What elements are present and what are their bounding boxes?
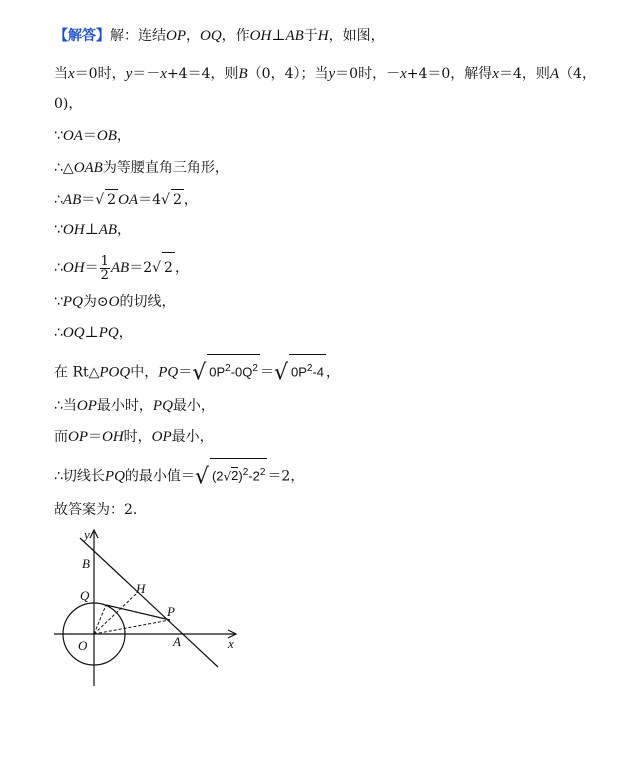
fraction bbox=[100, 255, 110, 282]
var-x: x bbox=[400, 66, 407, 82]
var-x: x bbox=[160, 66, 167, 82]
line-14 bbox=[54, 458, 304, 491]
line-7 bbox=[54, 220, 131, 240]
text: ， bbox=[174, 260, 189, 276]
text: ， bbox=[117, 222, 132, 238]
var-poq: POQ bbox=[99, 364, 131, 381]
text: 0)， bbox=[54, 96, 83, 112]
line-3 bbox=[54, 94, 82, 114]
radicand: 2 bbox=[171, 189, 184, 210]
final-answer: 故答案为：2． bbox=[54, 502, 147, 518]
sqrt: √ 2 bbox=[161, 189, 184, 210]
because-symbol: ∵ bbox=[54, 222, 63, 238]
label-y: y bbox=[84, 527, 90, 542]
because-symbol: ∵ bbox=[54, 128, 63, 144]
text: ， bbox=[118, 325, 133, 341]
text: +4＝4，则 bbox=[166, 66, 239, 82]
therefore-symbol: ∴ bbox=[54, 192, 63, 208]
text: ，作 bbox=[221, 28, 250, 44]
var-y: y bbox=[328, 66, 336, 82]
var-op: OP bbox=[76, 398, 97, 414]
text: ＝ bbox=[82, 128, 97, 144]
text: 而 bbox=[54, 429, 68, 445]
term: 0P bbox=[209, 364, 226, 380]
line-11 bbox=[54, 354, 340, 387]
text: ＝ bbox=[259, 364, 274, 381]
line-15 bbox=[54, 500, 147, 520]
var-a: A bbox=[549, 66, 560, 82]
var-oa: OA bbox=[118, 192, 139, 208]
therefore-text: ∴当 bbox=[54, 398, 77, 414]
geometry-figure bbox=[52, 526, 242, 688]
text: 于 bbox=[303, 28, 318, 44]
var-x: x bbox=[68, 66, 75, 82]
exponent: 2 bbox=[225, 363, 231, 374]
var-oh: OH bbox=[62, 260, 85, 276]
label-p: P bbox=[167, 604, 175, 619]
text: ，如图， bbox=[328, 28, 385, 44]
exponent: 2 bbox=[259, 467, 266, 478]
radicand: 2 bbox=[105, 189, 118, 210]
text: ， bbox=[186, 28, 200, 44]
therefore-symbol: ∴△ bbox=[54, 160, 74, 176]
line-4 bbox=[54, 126, 131, 146]
var-pq: PQ bbox=[158, 364, 179, 381]
text: +4＝0，解得 bbox=[406, 66, 493, 82]
exponent: 2 bbox=[306, 363, 313, 374]
term: -2 bbox=[248, 468, 260, 484]
text: （0，4）；当 bbox=[247, 66, 329, 82]
label-h: H bbox=[136, 581, 146, 596]
therefore-symbol: ∴ bbox=[54, 260, 63, 276]
line-10 bbox=[54, 323, 133, 343]
segment-oh bbox=[94, 594, 136, 634]
sqrt: √ $(2√2)^2-2^2$ bbox=[195, 458, 268, 491]
text: ＝2， bbox=[267, 468, 305, 485]
line-5 bbox=[54, 158, 229, 178]
term: -0Q bbox=[230, 364, 253, 380]
text: ＝ bbox=[88, 429, 102, 445]
sqrt: √ 2 bbox=[152, 252, 175, 283]
term: ) bbox=[238, 468, 243, 484]
var-op: OP bbox=[68, 429, 88, 445]
text: 在 Rt△ bbox=[54, 364, 100, 381]
text: 最小， bbox=[171, 429, 214, 445]
sqrt: √ 2 bbox=[95, 189, 118, 210]
text: 最小时， bbox=[96, 398, 153, 414]
expr-oh-perp-ab: OH⊥AB bbox=[249, 28, 304, 44]
text: ＝ bbox=[81, 192, 96, 208]
line-ab bbox=[80, 538, 218, 667]
var-oab: OAB bbox=[73, 160, 103, 176]
expr-oq-perp-pq: OQ⊥PQ bbox=[62, 325, 119, 341]
exponent: 2 bbox=[242, 467, 249, 478]
text: 为等腰直角三角形， bbox=[102, 160, 229, 176]
text: ＝0时， bbox=[74, 66, 126, 82]
line-2 bbox=[54, 64, 596, 84]
because-symbol: ∵ bbox=[54, 294, 63, 310]
text: ＝0时，－ bbox=[335, 66, 401, 82]
text: ＝ bbox=[178, 364, 193, 381]
var-pq: PQ bbox=[152, 398, 173, 414]
term: (2 bbox=[211, 468, 224, 484]
label-x: x bbox=[228, 636, 234, 651]
radicand: 2 bbox=[162, 252, 175, 283]
label-q: Q bbox=[80, 588, 90, 603]
text: ， bbox=[326, 364, 341, 381]
var-pq: PQ bbox=[62, 294, 83, 310]
var-x: x bbox=[492, 66, 499, 82]
denominator: 2 bbox=[100, 267, 109, 283]
var-ab: AB bbox=[110, 260, 130, 276]
radicand bbox=[289, 354, 326, 386]
var-op: OP bbox=[151, 429, 172, 445]
var-oh: OH bbox=[102, 429, 124, 445]
var-ab: AB bbox=[62, 192, 82, 208]
var-h: H bbox=[317, 28, 329, 44]
text: ， bbox=[116, 128, 131, 144]
text: 的最小值＝ bbox=[124, 468, 195, 485]
var-b: B bbox=[238, 66, 248, 82]
segment-op bbox=[94, 620, 170, 634]
term: 0P bbox=[290, 364, 307, 380]
text: ＝ bbox=[84, 260, 99, 276]
var-o: O bbox=[108, 294, 120, 310]
text: ＝2 bbox=[129, 260, 153, 276]
line-6 bbox=[54, 189, 198, 210]
text: ＝4，则 bbox=[498, 66, 550, 82]
text: 为⊙ bbox=[82, 294, 109, 310]
label-b: B bbox=[82, 556, 90, 571]
text: ＝－ bbox=[132, 66, 161, 82]
radicand: $(2√2)^2-2^2$ bbox=[210, 458, 267, 490]
text: （4， bbox=[559, 66, 596, 82]
answer-tag: 【解答】 bbox=[54, 28, 110, 44]
var-y: y bbox=[125, 66, 133, 82]
exponent: 2 bbox=[252, 363, 258, 374]
line-12 bbox=[54, 396, 215, 416]
var-pq: PQ bbox=[104, 468, 125, 485]
text: ， bbox=[183, 192, 198, 208]
line-1 bbox=[54, 26, 385, 46]
line-13 bbox=[54, 427, 214, 447]
var-ob: OB bbox=[96, 128, 117, 144]
sqrt: √ $0P^2-4$ bbox=[274, 354, 326, 387]
line-9 bbox=[54, 292, 176, 312]
numerator: 1 bbox=[100, 253, 109, 269]
text: 解：连结 bbox=[110, 28, 166, 44]
var-oa: OA bbox=[62, 128, 83, 144]
text: 中， bbox=[130, 364, 159, 381]
term: 2 bbox=[231, 468, 239, 484]
line-8 bbox=[54, 252, 189, 283]
text: 最小， bbox=[172, 398, 215, 414]
text: 当 bbox=[54, 66, 68, 82]
var-op: OP bbox=[166, 28, 186, 44]
therefore-text: ∴切线长 bbox=[54, 468, 105, 485]
text: 的切线， bbox=[119, 294, 176, 310]
label-o: O bbox=[78, 638, 88, 653]
therefore-symbol: ∴ bbox=[54, 325, 63, 341]
text: ＝4 bbox=[138, 192, 162, 208]
term: -4 bbox=[312, 364, 325, 380]
var-oq: OQ bbox=[200, 28, 222, 44]
segment-oq bbox=[94, 605, 106, 634]
sqrt: √ $0P^2-0Q^2$ bbox=[192, 354, 260, 387]
expr-oh-perp-ab: OH⊥AB bbox=[62, 222, 118, 238]
label-a: A bbox=[173, 634, 181, 649]
radicand bbox=[207, 354, 260, 386]
text: 时， bbox=[123, 429, 152, 445]
